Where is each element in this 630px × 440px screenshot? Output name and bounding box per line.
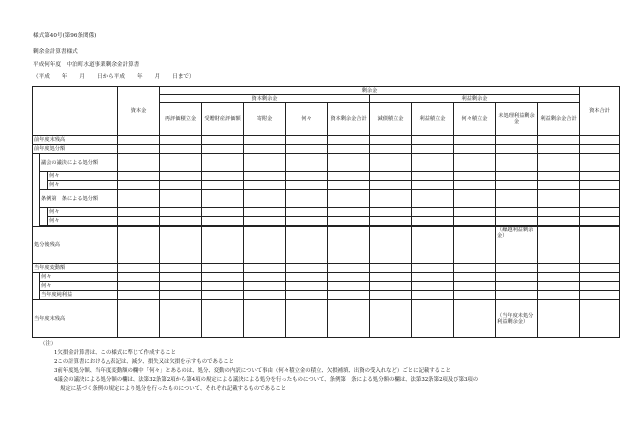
row-header-corner — [33, 87, 118, 136]
row-item: 何々 — [48, 217, 118, 226]
note-item: 1欠損金計算書は、この様式に準じて作成すること — [54, 350, 177, 356]
row-net-income: 当年度純利益 — [40, 291, 118, 300]
col-profit-reserve: 利益積立金 — [412, 103, 454, 136]
table-row — [33, 227, 620, 264]
table-row — [33, 154, 620, 172]
table-row — [33, 208, 620, 217]
period-part: 月 — [79, 74, 86, 80]
col-other: 何々 — [286, 103, 328, 136]
carried-over-note: （繰越利益剰余金） — [496, 227, 538, 264]
table-row — [33, 217, 620, 226]
surplus-statement-table — [32, 86, 620, 338]
table-row — [33, 273, 620, 282]
table-row — [33, 264, 620, 273]
row-item: 何々 — [48, 172, 118, 181]
col-profit-surplus: 利益剰余金 — [370, 95, 580, 103]
col-profit-surplus-total: 利益剰余金合計 — [538, 103, 580, 136]
col-donated-assets: 受贈財産評価額 — [202, 103, 244, 136]
period-part: 月 — [154, 74, 161, 80]
row-item: 何々 — [40, 273, 118, 282]
form-title: 剰余金計算書様式 — [33, 49, 78, 55]
period-part: 年 — [61, 74, 68, 80]
notes — [40, 340, 478, 394]
note-item: 規定に基づく条例の規定により処分を行ったものについて、それぞれ記載するものであること — [60, 386, 287, 392]
col-total-capital: 資本合計 — [580, 87, 620, 136]
period-part: 日まで） — [172, 74, 195, 80]
row-prev-end: 前年度末残高 — [33, 136, 118, 145]
period-part: 日から平成 — [97, 74, 125, 80]
col-revaluation-reserve: 再評価積立金 — [160, 103, 202, 136]
row-ordinance-disposal: 条例第 条による処分額 — [40, 190, 118, 208]
table-row — [33, 190, 620, 208]
table-row — [33, 300, 620, 338]
unappropriated-note: （当年度未処分利益剰余金） — [496, 300, 538, 338]
col-capital: 資本金 — [118, 87, 160, 136]
row-item: 何々 — [48, 181, 118, 190]
note-item: 2この計算書における△表記は、減少、損失又は欠損を示すものであること — [54, 359, 235, 365]
period-part: 年 — [137, 74, 143, 80]
notes-label: （注） — [40, 341, 57, 347]
row-item: 何々 — [40, 282, 118, 291]
row-council-disposal: 議会の議決による処分額 — [40, 154, 118, 172]
col-debt-reduction-reserve: 減債積立金 — [370, 103, 412, 136]
statement-title: 平成何年度 中泊町水道事業剰余金計算書 — [33, 62, 140, 68]
col-donations: 寄附金 — [244, 103, 286, 136]
table-row — [33, 145, 620, 154]
period-line — [33, 74, 195, 81]
note-item: 3前年度処分額、当年度変動額の欄中「何々」とあるのは、処分、変動の内訳について事由（何々積立金の積立、欠損補填、出資の受入れなど）ごとに記載すること — [54, 368, 451, 374]
row-item: 何々 — [48, 208, 118, 217]
table-row — [33, 291, 620, 300]
col-surplus: 剰余金 — [160, 87, 580, 95]
row-current-change: 当年度変動額 — [33, 264, 118, 273]
table-row — [33, 172, 620, 181]
table-row — [33, 136, 620, 145]
row-current-end: 当年度末残高 — [33, 300, 118, 338]
note-item: 4議会の議決による処分額の欄は、法第32条第2項から第4項の規定による議決による処分を行ったものについて、条例第 条による処分額の欄は、法第32条第2項及び第3項の — [54, 377, 479, 383]
table-row — [33, 282, 620, 291]
col-unappropriated: 未処理利益剰余金 — [496, 103, 538, 136]
col-other-reserve: 何々積立金 — [454, 103, 496, 136]
col-capital-surplus: 資本剰余金 — [160, 95, 370, 103]
form-number: 様式第40号(第96条関係) — [33, 33, 97, 39]
table-row — [33, 181, 620, 190]
period-part: （平成 — [33, 74, 50, 80]
row-after-disposal: 処分後残高 — [33, 227, 118, 264]
col-capital-surplus-total: 資本剰余金合計 — [328, 103, 370, 136]
row-prev-disposal: 前年度処分額 — [33, 145, 118, 154]
